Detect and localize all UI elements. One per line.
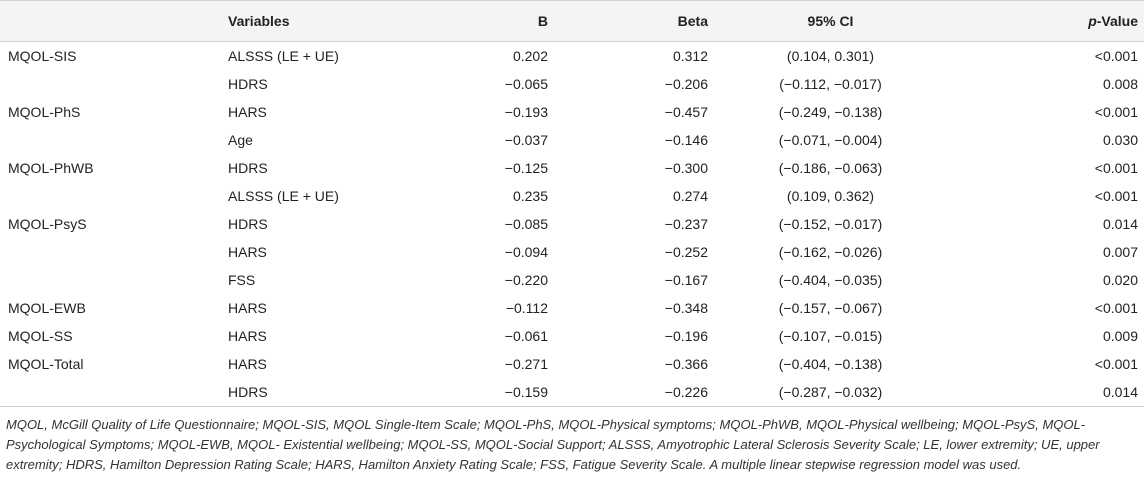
cell-group — [0, 378, 228, 407]
cell-group: MQOL-PhWB — [8, 160, 94, 176]
cell-ci: (−0.249, −0.138) — [778, 104, 883, 120]
table-row — [0, 350, 1144, 378]
cell-variable: HARS — [228, 328, 267, 344]
cell-p-value: <0.001 — [1094, 356, 1138, 372]
cell-group — [0, 182, 228, 210]
cell-ci: (−0.186, −0.063) — [778, 160, 883, 176]
cell-beta: −0.226 — [664, 384, 708, 400]
cell-beta: −0.457 — [664, 104, 708, 120]
cell-ci: (−0.152, −0.017) — [778, 216, 883, 232]
cell-group: MQOL-Total — [8, 356, 84, 372]
cell-ci: (0.104, 0.301) — [786, 48, 875, 64]
cell-b: −0.065 — [504, 76, 548, 92]
table-row — [0, 210, 1144, 238]
cell-variable: Age — [228, 132, 253, 148]
cell-beta: −0.348 — [664, 300, 708, 316]
cell-p-value: <0.001 — [1094, 160, 1138, 176]
cell-variable: HARS — [228, 300, 267, 316]
cell-variable: HARS — [228, 104, 267, 120]
table-row — [0, 266, 1144, 294]
cell-b: −0.220 — [504, 272, 548, 288]
cell-p-value: <0.001 — [1094, 300, 1138, 316]
table-body — [0, 42, 1144, 407]
cell-p-value: 0.030 — [1102, 132, 1138, 148]
header-row — [0, 1, 1144, 42]
cell-b: −0.061 — [504, 328, 548, 344]
cell-beta: −0.146 — [664, 132, 708, 148]
cell-group — [0, 266, 228, 294]
table-row — [0, 70, 1144, 98]
header-variables: Variables — [228, 1, 428, 42]
cell-b: −0.112 — [505, 300, 548, 316]
cell-beta: 0.274 — [672, 188, 708, 204]
table-row — [0, 154, 1144, 182]
cell-b: −0.193 — [504, 104, 548, 120]
cell-group: MQOL-EWB — [8, 300, 86, 316]
cell-p-value: 0.008 — [1102, 76, 1138, 92]
cell-group: MQOL-PhS — [8, 104, 81, 120]
cell-b: −0.159 — [504, 384, 548, 400]
cell-variable: FSS — [228, 272, 256, 288]
cell-beta: −0.366 — [664, 356, 708, 372]
cell-ci: (−0.404, −0.035) — [778, 272, 883, 288]
cell-ci: (−0.157, −0.067) — [778, 300, 883, 316]
cell-variable: ALSSS (LE + UE) — [228, 188, 339, 204]
cell-ci: (−0.404, −0.138) — [778, 356, 883, 372]
header-group — [0, 1, 228, 42]
cell-group — [0, 70, 228, 98]
cell-group — [0, 126, 228, 154]
table-row — [0, 378, 1144, 407]
cell-ci: (−0.112, −0.017) — [779, 76, 882, 92]
table-row — [0, 42, 1144, 71]
table-row — [0, 294, 1144, 322]
cell-ci: (−0.162, −0.026) — [778, 244, 883, 260]
cell-p-value: 0.014 — [1102, 384, 1138, 400]
header-p-italic: p — [1088, 13, 1097, 29]
cell-ci: (0.109, 0.362) — [786, 188, 875, 204]
table-row — [0, 98, 1144, 126]
cell-variable: HARS — [228, 244, 267, 260]
cell-ci: (−0.071, −0.004) — [778, 132, 883, 148]
cell-p-value: <0.001 — [1094, 188, 1138, 204]
table-row — [0, 182, 1144, 210]
table-row — [0, 126, 1144, 154]
cell-p-value: <0.001 — [1094, 48, 1138, 64]
cell-group: MQOL-PsyS — [8, 216, 87, 232]
cell-beta: −0.206 — [664, 76, 708, 92]
cell-variable: HDRS — [228, 160, 268, 176]
cell-beta: −0.300 — [664, 160, 708, 176]
cell-p-value: 0.007 — [1102, 244, 1138, 260]
cell-ci: (−0.287, −0.032) — [778, 384, 883, 400]
cell-group: MQOL-SIS — [8, 48, 77, 64]
cell-p-value: 0.009 — [1102, 328, 1138, 344]
cell-b: −0.125 — [504, 160, 548, 176]
header-b: B — [428, 1, 548, 42]
cell-b: −0.271 — [504, 356, 548, 372]
table-row — [0, 238, 1144, 266]
cell-beta: −0.196 — [664, 328, 708, 344]
cell-group — [0, 238, 228, 266]
cell-variable: HDRS — [228, 76, 268, 92]
header-beta: Beta — [548, 1, 708, 42]
cell-p-value: <0.001 — [1094, 104, 1138, 120]
cell-b: −0.085 — [504, 216, 548, 232]
cell-variable: HDRS — [228, 384, 268, 400]
cell-beta: 0.312 — [672, 48, 708, 64]
cell-ci: (−0.107, −0.015) — [778, 328, 883, 344]
header-p-value — [953, 1, 1144, 42]
cell-b: 0.235 — [512, 188, 548, 204]
cell-beta: −0.252 — [664, 244, 708, 260]
cell-variable: HARS — [228, 356, 267, 372]
cell-variable: HDRS — [228, 216, 268, 232]
cell-group: MQOL-SS — [8, 328, 73, 344]
cell-beta: −0.167 — [664, 272, 708, 288]
cell-variable: ALSSS (LE + UE) — [228, 48, 339, 64]
cell-b: −0.094 — [504, 244, 548, 260]
header-p-rest: -Value — [1096, 13, 1138, 29]
header-ci: 95% CI — [708, 1, 953, 42]
table-row — [0, 322, 1144, 350]
cell-p-value: 0.014 — [1102, 216, 1138, 232]
cell-beta: −0.237 — [664, 216, 708, 232]
cell-b: −0.037 — [504, 132, 548, 148]
table-footnote: MQOL, McGill Quality of Life Questionnaire; MQOL-SIS, MQOL Single-Item Scale; MQOL-PhS, MQOL-Physical symptoms; MQOL-PhWB, MQOL-Physical wellbeing; MQOL-PsyS, MQOL-Psychological Symptoms; MQOL-EWB, MQOL- Existential wellbeing; MQOL-SS, MQOL-Social Support; ALSSS, Amyotrophic Lateral Sclerosis Severity Scale; LE, lower extremity; UE, upper extremity; HDRS, Hamilton Depression Rating Scale; HARS, Hamilton Anxiety Rating Scale; FSS, Fatigue Severity Scale. A multiple linear stepwise regression model was used. — [6, 417, 1100, 472]
cell-p-value: 0.020 — [1102, 272, 1138, 288]
cell-b: 0.202 — [512, 48, 548, 64]
